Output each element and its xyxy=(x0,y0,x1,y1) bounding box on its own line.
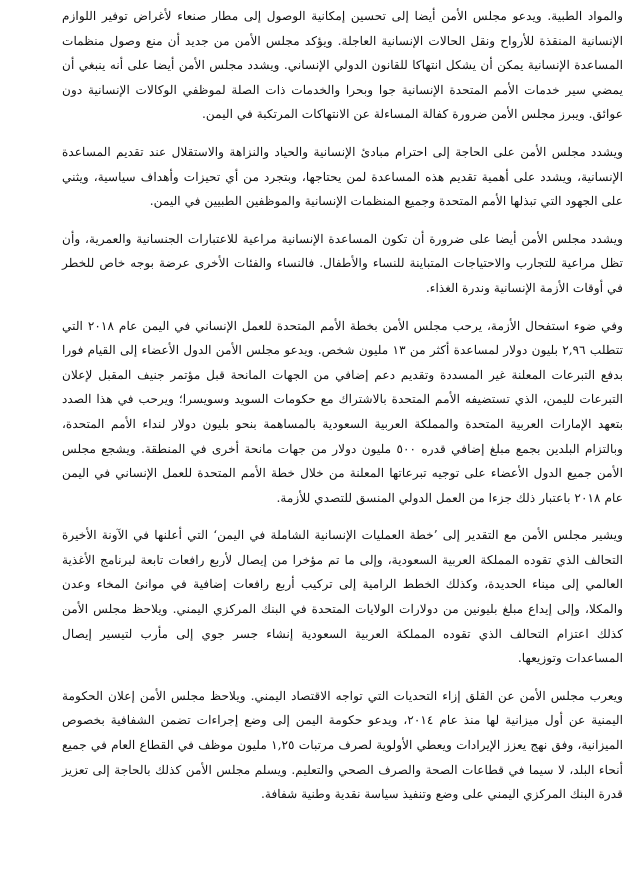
paragraph-gap xyxy=(62,127,623,140)
paragraph-gap xyxy=(62,671,623,684)
paragraph-access-aid: والمواد الطبية. ويدعو مجلس الأمن أيضا إلى تحسين إمكانية الوصول إلى مطار صنعاء لأغراض توفير اللوازم الإنسانية المنقذة للأرواح ونقل الحالات الإنسانية العاجلة. ويؤكد مجلس الأمن من جديد أن منع وصول منظمات المساعدة الإنسانية يمكن أن يشكل انتهاكا للقانون الدولي الإنساني. ويشدد مجلس الأمن أيضا على أنه ينبغي أن يمضي سير خدمات الأمم المتحدة الإنسانية جوا وبحرا والخدمات ذات الصلة لموظفي الوكالات الإنسانية دون عوائق. ويبرز مجلس الأمن ضرورة كفالة المساءلة عن الانتهاكات المرتكبة في اليمن. xyxy=(62,9,623,122)
paragraph-gap xyxy=(62,214,623,227)
paragraph-humanitarian-operations-plan: ويشير مجلس الأمن مع التقدير إلى ’خطة العمليات الإنسانية الشاملة في اليمن‘ التي أعلنها في الآونة الأخيرة التحالف الذي تقوده المملكة العربية السعودية، وإلى ما تم مؤخرا من إيصال لأربع رافعات تابعة لبرنامج الأغذية العالمي إلى ميناء الحديدة، وكذلك الخطط الرامية إلى تركيب أربع رافعات إضافية في موانئ المخاء وعدن والمكلا، وإلى إيداع مبلغ بليونين من دولارات الولايات المتحدة في البنك المركزي اليمني. ويلاحظ مجلس الأمن كذلك اعتزام التحالف الذي تقوده المملكة العربية السعودية إنشاء جسر جوي إلى مأرب لتيسير إيصال المساعدات وتوزيعها. xyxy=(62,528,623,666)
paragraph-response-plan-2018: وفي ضوء استفحال الأزمة، يرحب مجلس الأمن بخطة الأمم المتحدة للعمل الإنساني في اليمن عام ٢٠١٨ التي تتطلب ٢,٩٦ بليون دولار لمساعدة أكثر من ١٣ مليون شخص. ويدعو مجلس الأمن الدول الأعضاء إلى القيام فورا بدفع التبرعات المعلنة غير المسددة وتقديم دعم إضافي من الجهات المانحة قبل مؤتمر جنيف المقبل لإعلان التبرعات لليمن، الذي تستضيفه الأمم المتحدة بالاشتراك مع حكومات السويد وسويسرا؛ ويرحب في هذا الصدد بتعهد الإمارات العربية المتحدة والمملكة العربية السعودية بالمساهمة بنحو بليون دولار لنداء الأمم المتحدة، وبالتزام البلدين بجمع مبلغ إضافي قدره ٥٠٠ مليون دولار من جهات مانحة أخرى في المنطقة. ويشجع مجلس الأمن جميع الدول الأعضاء على توجيه تبرعاتها المعلنة من خلال خطة الأمم المتحدة للعمل الإنساني في اليمن عام ٢٠١٨ باعتبار ذلك جزءا من العمل الدولي المنسق للتصدي للأزمة. xyxy=(62,318,623,505)
document-page xyxy=(62,4,623,807)
paragraph-humanitarian-principles: ويشدد مجلس الأمن على الحاجة إلى احترام مبادئ الإنسانية والحياد والنزاهة والاستقلال عند تقديم المساعدة الإنسانية، ويشدد على أهمية تقديم هذه المساعدة لمن يحتاجها، وبتجرد من أي تحيزات وأهداف سياسية، ويثني على الجهود التي تبذلها الأمم المتحدة وجميع المنظمات الإنسانية والموظفين الطبيين في اليمن. xyxy=(62,144,623,209)
paragraph-economy: ويعرب مجلس الأمن عن القلق إزاء التحديات التي تواجه الاقتصاد اليمني. ويلاحظ مجلس الأمن إعلان الحكومة اليمنية عن أول ميزانية لها منذ عام ٢٠١٤، ويدعو حكومة اليمن إلى وضع إجراءات تضمن الشفافية بخصوص الميزانية، وفق نهج يعزز الإيرادات ويعطي الأولوية لصرف مرتبات ١,٢٥ مليون موظف في القطاع العام في جميع أنحاء البلد، لا سيما في قطاعات الصحة والصرف الصحي والتعليم. ويسلم مجلس الأمن كذلك بالحاجة إلى تعزيز قدرة البنك المركزي اليمني على وضع وتنفيذ سياسة نقدية وطنية شفافة. xyxy=(62,688,624,802)
paragraph-gap xyxy=(62,510,623,523)
paragraph-gender-age: ويشدد مجلس الأمن أيضا على ضرورة أن تكون المساعدة الإنسانية مراعية للاعتبارات الجنسانية والعمرية، وأن تظل مراعية للتجارب والاحتياجات المتباينة للنساء والأطفال. فالنساء والفئات الأخرى عرضة بوجه خاص للخطر في أوقات الأزمة الإنسانية وندرة الغذاء. xyxy=(62,231,623,295)
paragraph-gap xyxy=(62,301,623,314)
